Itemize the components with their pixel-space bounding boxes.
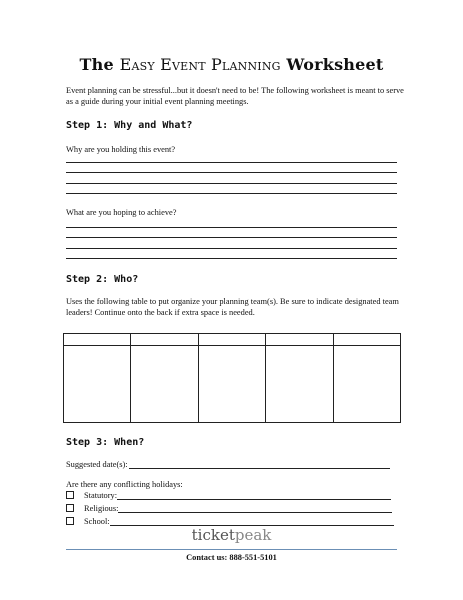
step-3-heading: Step 3: When? — [66, 437, 145, 448]
table-cell[interactable] — [266, 334, 333, 346]
contact-info: Contact us: 888-551-5101 — [186, 553, 277, 562]
step-2-heading: Step 2: Who? — [66, 274, 139, 285]
logo-part-1: ticket — [191, 526, 235, 544]
checkbox-row-school — [66, 516, 394, 526]
answer-line[interactable] — [66, 237, 397, 238]
table-cell[interactable] — [333, 334, 400, 346]
table-cell[interactable] — [198, 346, 265, 423]
answer-line[interactable] — [66, 162, 397, 163]
question-achieve: What are you hoping to achieve? — [66, 208, 177, 217]
ticketpeak-logo — [0, 526, 463, 544]
table-cell[interactable] — [333, 346, 400, 423]
religious-input[interactable] — [118, 503, 392, 513]
table-cell[interactable] — [266, 346, 333, 423]
statutory-checkbox[interactable] — [66, 491, 74, 499]
suggested-dates-field — [66, 459, 390, 469]
table-row — [64, 346, 401, 423]
step-1-heading: Step 1: Why and What? — [66, 120, 193, 131]
page-title — [0, 55, 463, 74]
intro-paragraph: Event planning can be stressful...but it doesn't need to be! The following worksheet is meant to serve as a guide during your initial event planning meetings. — [66, 86, 404, 106]
statutory-label: Statutory: — [84, 491, 118, 500]
checkbox-row-religious — [66, 503, 392, 513]
title-part-2: Easy Event Planning — [119, 55, 281, 74]
holidays-question: Are there any conflicting holidays: — [66, 480, 183, 489]
table-cell[interactable] — [64, 334, 131, 346]
table-cell[interactable] — [198, 334, 265, 346]
answer-line[interactable] — [66, 172, 397, 173]
suggested-dates-label: Suggested date(s): — [66, 460, 128, 469]
checkbox-row-statutory — [66, 490, 391, 500]
table-cell[interactable] — [131, 346, 198, 423]
statutory-input[interactable] — [117, 490, 391, 500]
school-label: School: — [84, 517, 110, 526]
answer-line[interactable] — [66, 248, 397, 249]
school-checkbox[interactable] — [66, 517, 74, 525]
title-part-1: The — [79, 55, 120, 74]
answer-line[interactable] — [66, 193, 397, 194]
suggested-dates-input[interactable] — [129, 459, 390, 469]
planning-team-table — [63, 333, 401, 423]
title-part-3: Worksheet — [280, 55, 384, 74]
religious-label: Religious: — [84, 504, 119, 513]
school-input[interactable] — [110, 516, 394, 526]
religious-checkbox[interactable] — [66, 504, 74, 512]
logo-part-2: peak — [234, 526, 272, 544]
table-cell[interactable] — [131, 334, 198, 346]
footer-divider — [66, 549, 397, 550]
table-cell[interactable] — [64, 346, 131, 423]
answer-line[interactable] — [66, 183, 397, 184]
answer-line[interactable] — [66, 227, 397, 228]
question-why: Why are you holding this event? — [66, 145, 176, 154]
team-instructions: Uses the following table to put organize your planning team(s). Be sure to indicate designated team leaders! Continue onto the back if extra space is needed. — [66, 297, 399, 317]
answer-line[interactable] — [66, 258, 397, 259]
table-header-row — [64, 334, 401, 346]
